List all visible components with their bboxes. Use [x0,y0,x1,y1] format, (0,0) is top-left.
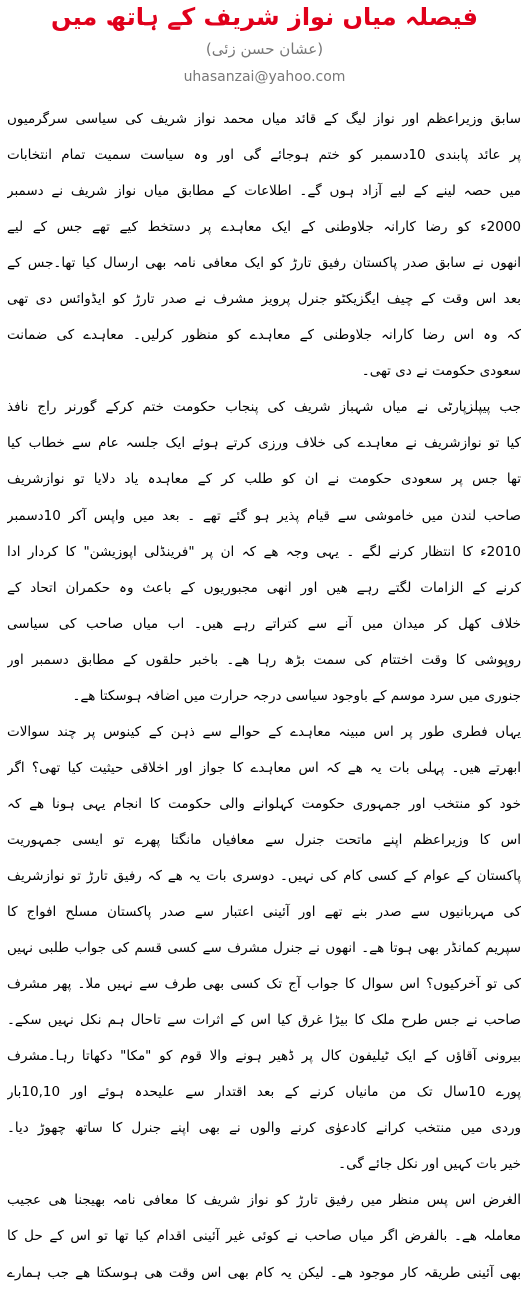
paragraph-end-line: جنوری میں سرد موسم کے باوجود سیاسی درجہ حرارت میں اضافہ ہوسکتا ھے۔ [72,687,521,704]
body-line: خود کو منتخب اور جمہوری حکومت کہلوانے والی حکومت کا انجام یہی ہونا ھے کہ [7,795,521,812]
body-line: بھی آئینی طریقہ کار موجود ھے۔ لیکن یہ کام بھی اس وقت ھی ہوسکتا ھے جب ہمارے [7,1264,521,1281]
body-line: یہاں فطری طور پر اس مبینہ معاہدے کے حوالے سے ذہن کے کینوس پر چند سوالات [7,723,521,740]
body-line: جب پیپلزپارٹی نے میاں شہباز شریف کی پنجاب حکومت ختم کرکے گورنر راج نافذ [7,399,521,416]
paragraph-end-line: سعودی حکومت نے دی تھی۔ [361,363,521,380]
body-line: صاحب نے جس طرح ملک کا بیڑا غرق کیا اس کے اثرات سے تاحال ہم نکل نہیں سکے۔ [7,1012,521,1029]
body-line: انھوں نے سابق صدر پاکستان رفیق تارڑ کو ایک معافی نامہ بھی ارسال کیا تھا۔جس کے [7,255,521,272]
body-line: وردی میں منتخب کرانے کادعوٰی کرنے والوں نے بھی اپنے جنرل کا ساتھ چھوڑ دیا۔ [7,1120,521,1137]
body-line: 2010ء کا انتظار کرنے لگے ۔ یہی وجہ ھے کہ ان پر "فرینڈلی اپوزیشن" کا کردار ادا [7,543,521,560]
body-line: پاکستان کے عوام کے کسی کام کی نہیں۔ دوسری بات یہ ھے کہ رفیق تارڑ تو نوازشریف [7,867,521,884]
body-line: کیا تو نوازشریف نے معاہدے کی خلاف ورزی کرتے ہوئے ایک جلسہ عام سے خطاب کیا [7,435,521,452]
body-line: صاحب لندن میں خاموشی سے قیام پذیر ہو گئے تھے ۔ بعد میں واپس آکر 10دسمبر [7,507,521,524]
body-line: پر عائد پابندی 10دسمبر کو ختم ہوجائے گی اور وہ سیاست سمیت تمام انتخابات [7,147,521,164]
body-line: روپوشی کا وقت اختتام کی سمت بڑھ رہا ھے۔ باخبر حلقوں کے مطابق دسمبر اور [7,651,521,668]
article-author: (عشان حسن زئی) [205,40,324,58]
body-line: سابق وزیراعظم اور نواز لیگ کے قائد میاں محمد نواز شریف کی سیاسی سرگرمیوں [7,111,521,127]
paragraph-end-line: خیر بات کہیں اور نکل جائے گی۔ [338,1156,521,1173]
body-line: پورے 10سال تک من مانیاں کرنے کے بعد اقتدار سے علیحدہ ہوئے اور 10,10بار [7,1084,521,1101]
body-line: کی مہربانیوں سے صدر بنے تھے اور آئینی اعتبار سے صدر پاکستان مسلح افواج کا [7,904,521,921]
body-line: الغرض اس پس منظر میں رفیق تارڑ کو نواز شریف کا معافی نامہ بھیجنا ھی عجیب [7,1192,521,1209]
body-line: معاملہ ھے۔ بالفرض اگر میاں صاحب نے کوئی غیر آئینی اقدام کیا تھا تو اس کے حل کا [7,1228,521,1245]
article-body [7,101,521,1291]
body-line: تھا جس پر سعودی حکومت نے ان کو طلب کر کے معاہدہ یاد دلایا تو نوازشریف [7,471,521,488]
author-email: uhasanzai@yahoo.com [183,69,346,85]
body-line: میں حصہ لینے کے لیے آزاد ہوں گے۔ اطلاعات کے مطابق میاں نواز شریف نے دسمبر [7,183,521,200]
body-line: اس کا وزیراعظم اپنے ماتحت جنرل سے معافیاں مانگتا پھرے تو ایسی جمہوریت [7,831,521,848]
body-line: کہ وہ اس رضا کارانہ جلاوطنی کے معاہدے کو منظور کرلیں۔ معاہدے کی ضمانت [7,327,521,344]
body-line: ابھرتے ھیں۔ پہلی بات یہ ھے کہ اس معاہدے کا جواز اور اخلاقی حیثیت کیا تھی؟ اگر [7,759,521,776]
article-title: فیصلہ میاں نواز شریف کے ہاتھ میں [50,3,478,31]
body-line: سپریم کمانڈر بھی ہوتا ھے۔ انھوں نے جنرل مشرف سے کسی قسم کی جواب طلبی نہیں [7,940,521,957]
body-line: 2000ء کو رضا کارانہ جلاوطنی کے ایک معاہدے پر دستخط کیے تھے جس کے لیے [7,219,521,236]
body-line: بعد اس وقت کے چیف ایگزیکٹو جنرل پرویز مشرف نے صدر تارڑ کو ایڈوائس دی تھی [7,291,521,308]
body-line: کی تو آخرکیوں؟ اس سوال کا جواب آج تک کسی بھی طرف سے نہیں ملا۔ پھر مشرف [7,976,521,993]
body-line: بیرونی آقاؤں کے ایک ٹیلیفون کال پر ڈھیر ہونے والا قوم کو "مکا" دکھاتا رہا۔مشرف [7,1048,521,1065]
body-line: کرنے کے الزامات لگتے رہے ھیں اور انھی مجبوریوں کے باعث وہ حکمران اتحاد کے [7,579,521,596]
body-line: خلاف کھل کر میدان میں آنے سے کتراتے رہے ھیں۔ اب میاں صاحب کی سیاسی [7,615,521,632]
